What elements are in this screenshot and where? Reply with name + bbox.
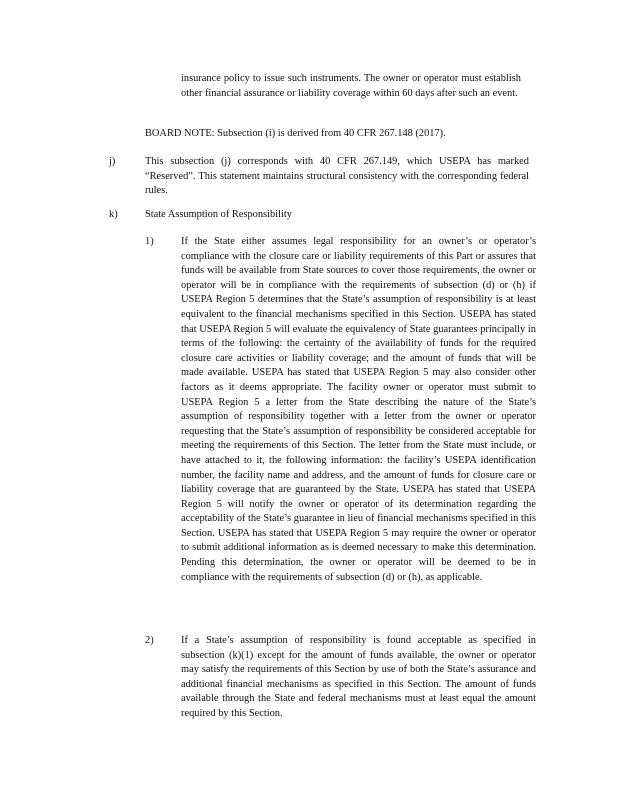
section-j-text: This subsection (j) corresponds with 40 CFR 267.149, which USEPA has marked “Reserved”. This statement maintains structural consistency with the corresponding federal rules.: [145, 156, 529, 197]
section-k-item-2-text: If a State’s assumption of responsibility is found acceptable as specified in subsection (k)(1) except for the amount of funds available, the owner or operator may satisfy the requirements of this Section by use of both the State’s assurance and additional financial mechanisms as specified in this Section. The amount of funds available through the State and federal mechanisms must at least equal the amount required by this Section.: [181, 635, 536, 719]
board-note: BOARD NOTE: Subsection (i) is derived from 40 CFR 267.148 (2017).: [145, 128, 446, 139]
section-k-item-1-text: If the State either assumes legal responsibility for an owner’s or operator’s compliance with the closure care or liability requirements of this Part or assures that funds will be available from State sources to cover those requirements, the owner or operator will be in compliance with the requirements of subsection (d) or (h) if USEPA Region 5 determines that the State’s assumption of responsibility is at least equivalent to the financial mechanisms specified in this Section. USEPA has stated that USEPA Region 5 will evaluate the equivalency of State guarantees principally in terms of the following: the certainty of the availability of funds for the required closure care activities or liability coverage; and the amount of funds that will be made available. USEPA has stated that USEPA Region 5 may also consider other factors as it deems appropriate. The facility owner or operator must submit to USEPA Region 5 a letter from the State describing the nature of the State’s assumption of responsibility together with a letter from the owner or operator requesting that the State’s assumption of responsibility be considered acceptable for meeting the requirements of this Section. The letter from the State must include, or have attached to it, the following information: the facility’s USEPA identification number, the facility name and address, and the amount of funds for closure care or liability coverage that are guaranteed by the State. USEPA has stated that USEPA Region 5 will notify the owner or operator of its determination regarding the acceptability of the State’s guarantee in lieu of financial mechanisms specified in this Section. USEPA has stated that USEPA Region 5 may require the owner or operator to submit additional information as is deemed necessary to make this determination. Pending this determination, the owner or operator will be deemed to be in compliance with the requirements of subsection (d) or (h), as applicable.: [181, 236, 536, 583]
section-k-heading: State Assumption of Responsibility: [145, 209, 292, 220]
continuation-paragraph: insurance policy to issue such instruments. The owner or operator must establish other financial assurance or liability coverage within 60 days after such an event.: [181, 73, 521, 99]
section-k-item-1-label: 1): [145, 236, 154, 247]
section-j-label: j): [109, 156, 116, 167]
section-k-label: k): [109, 209, 118, 220]
section-k-item-2-label: 2): [145, 635, 154, 646]
